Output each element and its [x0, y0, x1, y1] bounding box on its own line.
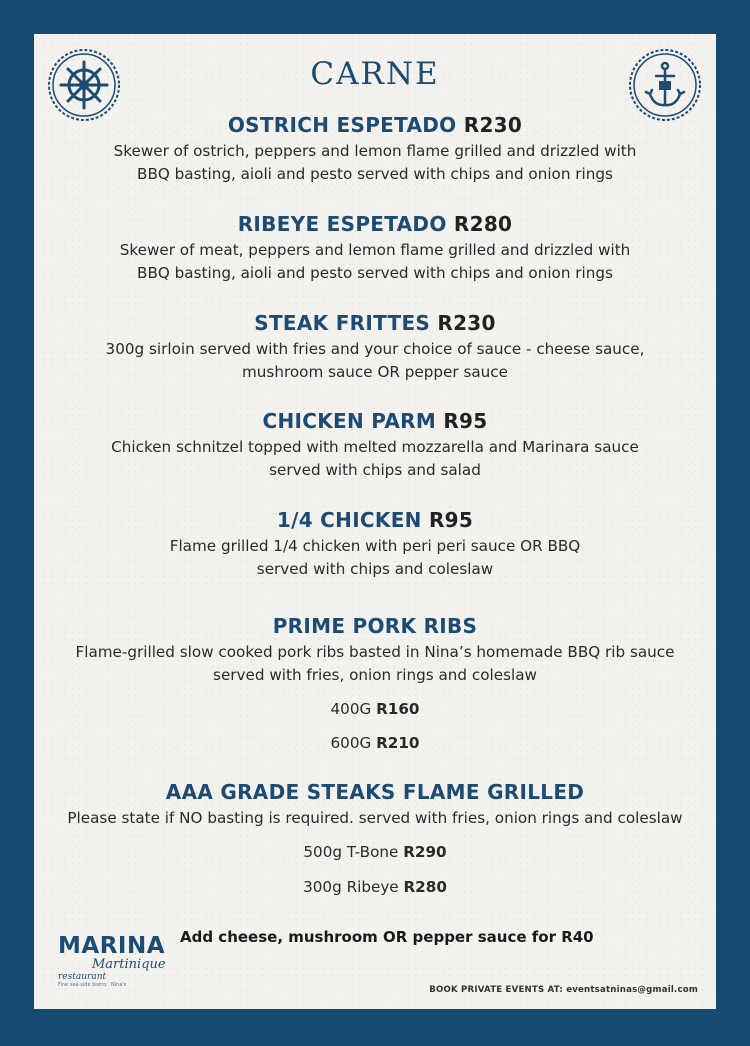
variant-price: R280	[403, 878, 447, 896]
item-title	[34, 779, 716, 805]
menu-item-steak-frittes	[34, 310, 716, 384]
item-description: BBQ basting, aioli and pesto served with chips and onion rings	[137, 165, 613, 183]
item-description: Flame-grilled slow cooked pork ribs basted in Nina’s homemade BBQ rib sauce	[75, 643, 675, 661]
item-price: R230	[437, 311, 496, 335]
menu-item-ostrich-espetado	[34, 112, 716, 186]
logo-tagline: Fine sea-side bistro Nina's	[58, 982, 127, 988]
item-title	[34, 613, 716, 639]
variant-price: R210	[376, 734, 420, 752]
menu-item-aaa-grade-steaks	[34, 779, 716, 898]
booking-label: BOOK PRIVATE EVENTS AT:	[429, 985, 563, 995]
addon-note: Add cheese, mushroom OR pepper sauce for R40	[180, 928, 594, 946]
item-name: RIBEYE ESPETADO	[237, 212, 447, 236]
restaurant-logo	[58, 934, 168, 992]
variant-price: R160	[376, 700, 420, 718]
item-description: Skewer of ostrich, peppers and lemon flame grilled and drizzled with	[113, 142, 637, 160]
item-description: served with chips and coleslaw	[256, 560, 494, 578]
price-variant: 600G R210	[330, 734, 420, 752]
item-title	[34, 211, 716, 237]
item-name: PRIME PORK RIBS	[272, 614, 478, 638]
item-price: R95	[443, 409, 488, 433]
item-name: STEAK FRITTES	[254, 311, 431, 335]
price-variant: 300g Ribeye R280	[303, 878, 447, 896]
logo-script-text: Martinique	[92, 957, 166, 972]
item-description: served with fries, onion rings and coleslaw	[213, 666, 537, 684]
booking-info	[429, 985, 698, 995]
item-name: OSTRICH ESPETADO	[227, 113, 457, 137]
item-description: Chicken schnitzel topped with melted mozzarella and Marinara sauce	[111, 438, 639, 456]
item-description: served with chips and salad	[269, 461, 481, 479]
item-description: BBQ basting, aioli and pesto served with chips and onion rings	[137, 264, 613, 282]
item-title	[34, 112, 716, 138]
item-description: mushroom sauce OR pepper sauce	[242, 363, 508, 381]
item-description: Please state if NO basting is required. served with fries, onion rings and coleslaw	[67, 809, 683, 827]
item-price: R230	[463, 113, 523, 137]
logo-sub-text: restaurant	[58, 972, 107, 982]
item-title	[34, 408, 716, 434]
variant-price: R290	[403, 843, 447, 861]
item-name: CHICKEN PARM	[262, 409, 437, 433]
menu-page	[34, 34, 716, 1009]
item-name: 1/4 CHICKEN	[276, 508, 422, 532]
menu-item-quarter-chicken	[34, 507, 716, 581]
item-description: 300g sirloin served with fries and your choice of sauce - cheese sauce,	[105, 340, 645, 358]
item-title	[34, 507, 716, 533]
item-price: R95	[428, 508, 474, 532]
price-variant: 400G R160	[330, 700, 420, 718]
booking-email-link[interactable]: eventsatninas@gmail.com	[566, 985, 698, 995]
logo-main-text: MARINA	[58, 933, 166, 959]
item-title	[34, 310, 716, 336]
price-variant: 500g T-Bone R290	[303, 843, 447, 861]
item-description: Skewer of meat, peppers and lemon flame grilled and drizzled with	[119, 241, 631, 259]
section-title: CARNE	[310, 56, 440, 92]
item-name: AAA GRADE STEAKS FLAME GRILLED	[165, 780, 585, 804]
item-price: R280	[453, 212, 513, 236]
menu-item-ribeye-espetado	[34, 211, 716, 285]
item-description: Flame grilled 1/4 chicken with peri peri sauce OR BBQ	[169, 537, 581, 555]
menu-item-chicken-parm	[34, 408, 716, 482]
menu-item-prime-pork-ribs	[34, 613, 716, 754]
